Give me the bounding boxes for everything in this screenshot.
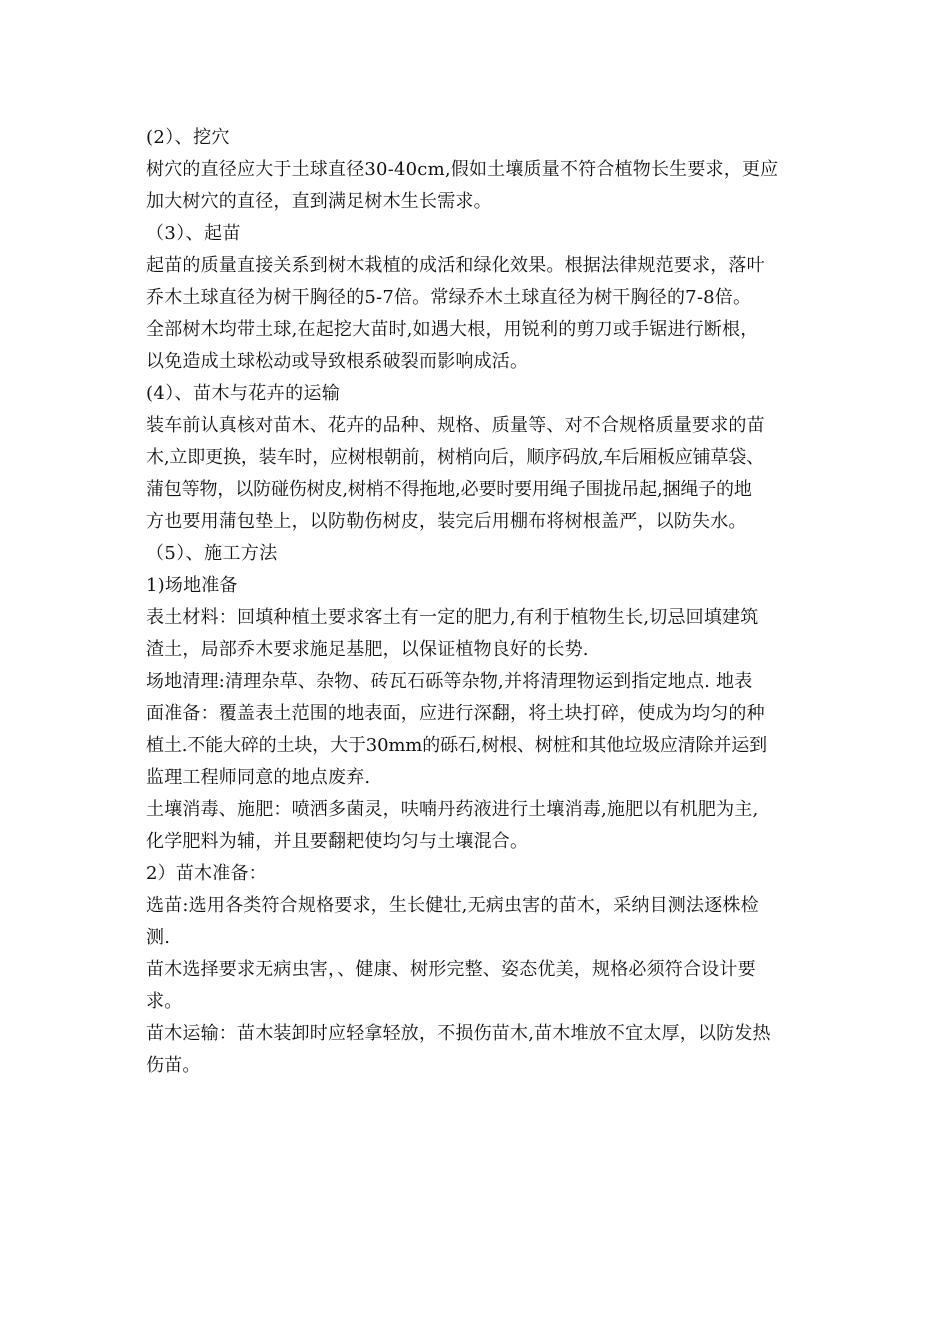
heading-dig-hole: (2）、挖穴: [146, 127, 230, 148]
paragraph-line: 树穴的直径应大于土球直径30-40cm,假如土壤质量不符合植物长生要求，更应: [146, 159, 779, 180]
paragraph-line: 植土.不能大碎的土块，大于30mm的砾石,树根、树桩和其他垃圾应清除并运到: [146, 735, 767, 756]
paragraph-line: 乔木土球直径为树干胸径的5-7倍。常绿乔木土球直径为树干胸径的7-8倍。: [146, 287, 752, 308]
paragraph-line: 渣土，局部乔木要求施足基肥，以保证植物良好的长势.: [146, 639, 589, 660]
paragraph-line: 苗木选择要求无病虫害，、健康、树形完整、姿态优美，规格必须符合设计要: [146, 959, 756, 980]
paragraph-line: 伤苗。: [146, 1055, 201, 1076]
paragraph-line: 表土材料：回填种植土要求客土有一定的肥力,有利于植物生长,切忌回填建筑: [146, 607, 759, 628]
subheading-seedling-preparation: 2）苗木准备：: [146, 863, 267, 884]
paragraph-line: 场地清理:清理杂草、杂物、砖瓦石砾等杂物,并将清理物运到指定地点. 地表: [146, 671, 753, 692]
heading-lift-seedlings: （3）、起苗: [146, 223, 241, 244]
paragraph-line: 蒲包等物，以防碰伤树皮,树梢不得拖地,必要时要用绳子围拢吊起,捆绳子的地: [146, 479, 752, 500]
paragraph-line: 化学肥料为辅，并且要翻耙使均匀与土壤混合。: [146, 831, 529, 852]
paragraph-line: 全部树木均带土球,在起挖大苗时,如遇大根，用锐利的剪刀或手锯进行断根，: [146, 319, 759, 340]
heading-construction-method: （5）、施工方法: [146, 543, 278, 564]
paragraph-line: 监理工程师同意的地点废弃.: [146, 767, 371, 788]
subheading-site-preparation: 1)场地准备: [146, 575, 238, 596]
paragraph-line: 起苗的质量直接关系到树木栽植的成活和绿化效果。根据法律规范要求，落叶: [146, 255, 765, 276]
paragraph-line: 加大树穴的直径，直到满足树木生长需求。: [146, 191, 492, 212]
paragraph-line: 以免造成土球松动或导致根系破裂而影响成活。: [146, 351, 529, 372]
paragraph-line: 面准备：覆盖表土范围的地表面，应进行深翻，将土块打碎，使成为均匀的种: [146, 703, 765, 724]
paragraph-line: 苗木运输：苗木装卸时应轻拿轻放，不损伤苗木,苗木堆放不宜太厚，以防发热: [146, 1023, 771, 1044]
paragraph-line: 装车前认真核对苗木、花卉的品种、规格、质量等、对不合规格质量要求的苗: [146, 415, 765, 436]
document-body: [146, 122, 826, 1082]
paragraph-line: 测.: [146, 927, 171, 948]
paragraph-line: 木,立即更换，装车时，应树根朝前，树梢向后，顺序码放,车后厢板应铺草袋、: [146, 447, 765, 468]
paragraph-line: 土壤消毒、施肥：喷洒多菌灵，呋喃丹药液进行土壤消毒,施肥以有机肥为主,: [146, 799, 759, 820]
paragraph-line: 选苗:选用各类符合规格要求，生长健壮,无病虫害的苗木，采纳目测法逐株检: [146, 895, 759, 916]
paragraph-line: 求。: [146, 991, 183, 1012]
paragraph-line: 方也要用蒲包垫上，以防勒伤树皮，装完后用棚布将树根盖严，以防失水。: [146, 511, 747, 532]
heading-transport: (4）、苗木与花卉的运输: [146, 383, 341, 404]
